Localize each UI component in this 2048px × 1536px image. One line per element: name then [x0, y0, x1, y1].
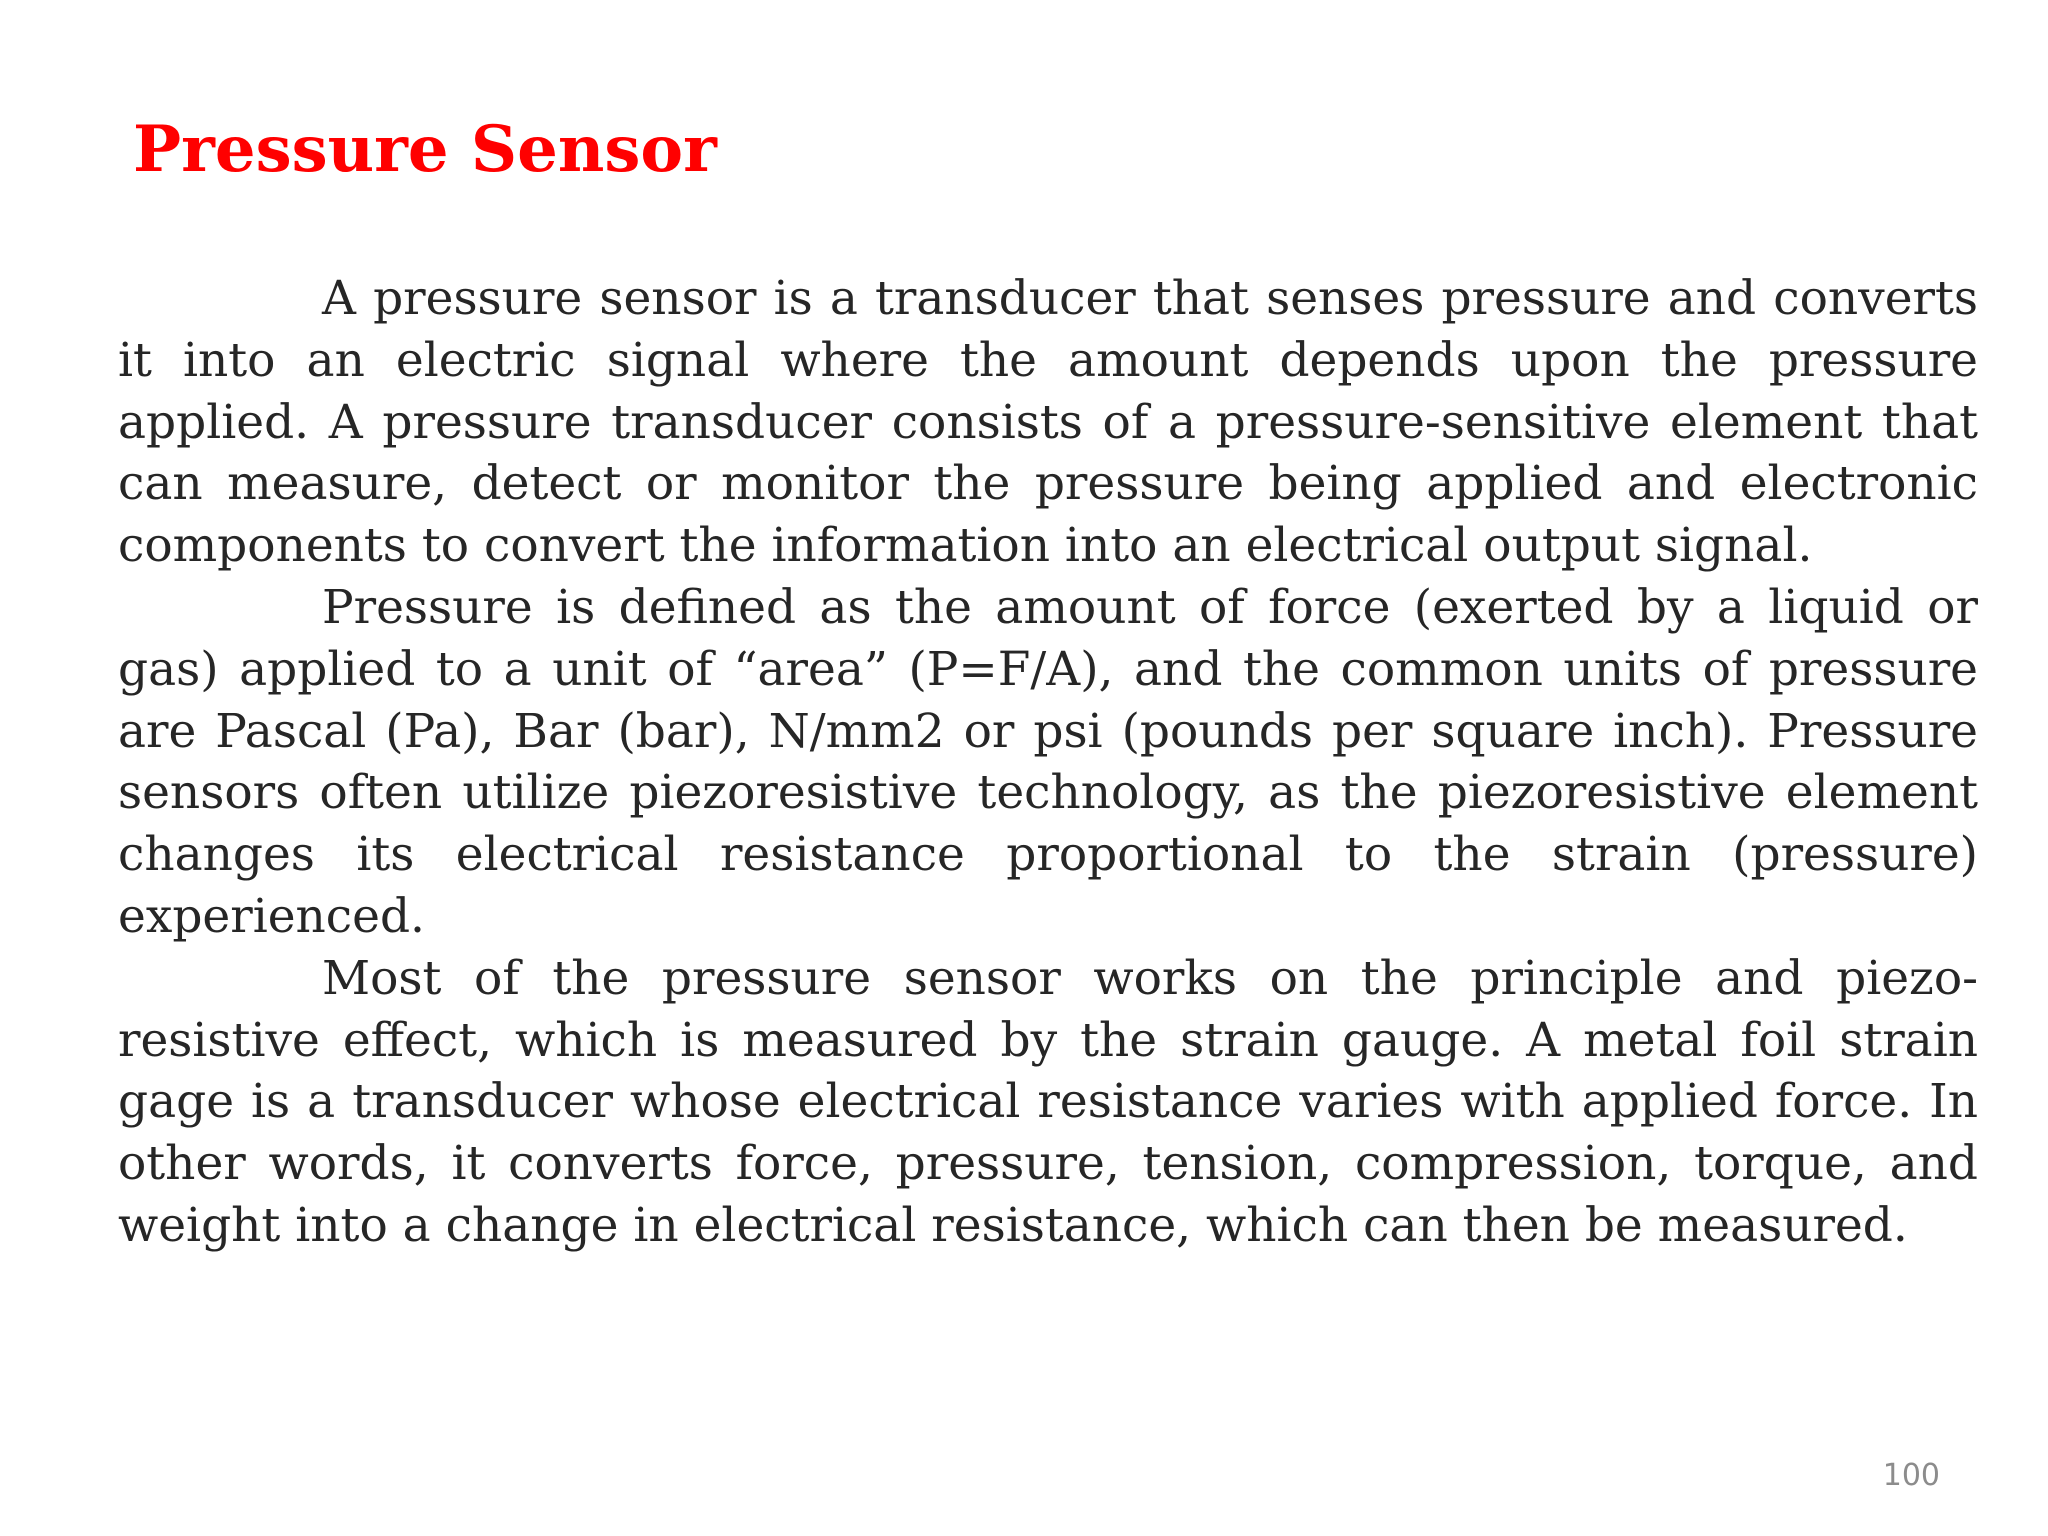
paragraph-working-principle: Most of the pressure sensor works on the principle and piezo-resistive effect, which is measured by the strain gauge. A metal foil strain gage is a transducer whose electrical resistance varies with applied force. In other words, it converts force, pressure, tension, compression, torque, and weight into a change in electrical resistance, which can then be measured. — [118, 950, 1978, 1253]
slide-title: Pressure Sensor — [133, 112, 717, 187]
slide-body-text — [118, 268, 1978, 1257]
page-number: 100 — [1882, 1458, 1940, 1493]
paragraph-definition: A pressure sensor is a transducer that senses pressure and converts it into an electric signal where the amount depends upon the pressure applied. A pressure transducer consists of a pressure-sensitive element that can measure, detect or monitor the pressure being applied and electronic components to convert the information into an electrical output signal. — [118, 271, 1978, 574]
paragraph-pressure-units: Pressure is defined as the amount of force (exerted by a liquid or gas) applied to a unit of “area” (P=F/A), and the common units of pressure are Pascal (Pa), Bar (bar), N/mm2 or psi (pounds per square inch). Pressure sensors often utilize piezoresistive technology, as the piezoresistive element changes its electrical resistance proportional to the strain (pressure) experienced. — [118, 579, 1978, 944]
